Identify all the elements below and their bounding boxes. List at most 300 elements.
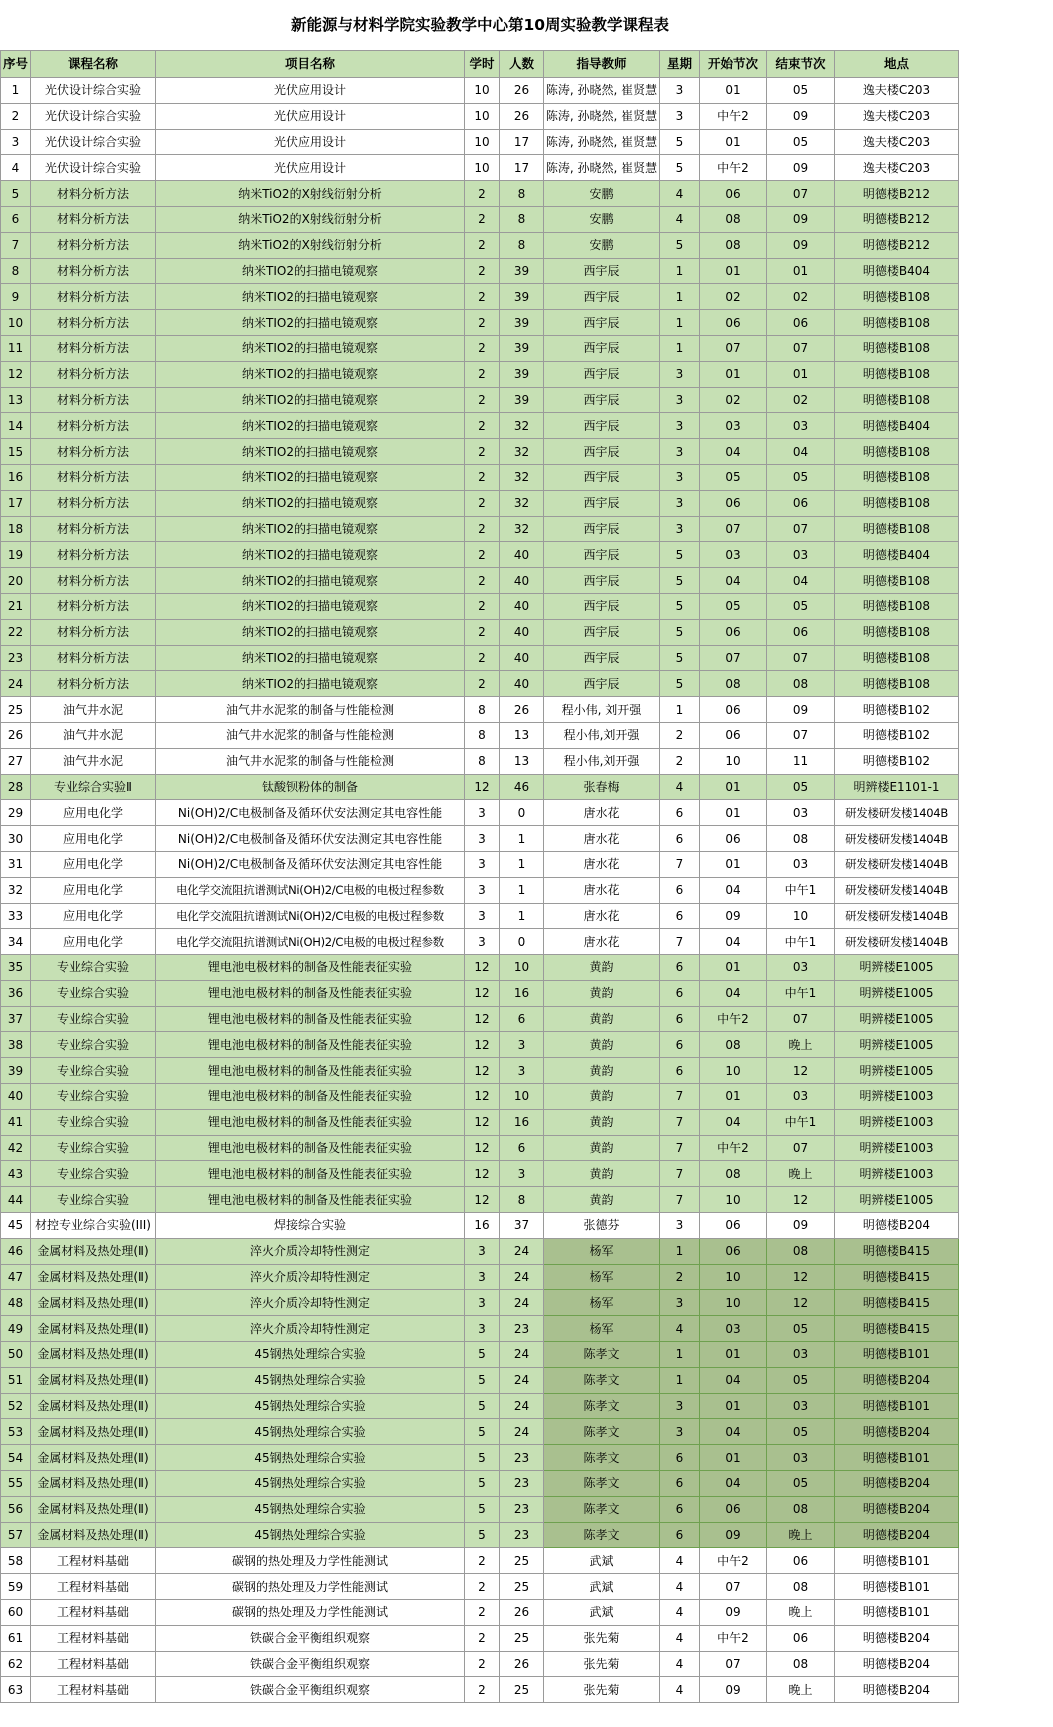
cell-start[interactable]: 06: [700, 722, 767, 748]
cell-index[interactable]: 14: [1, 413, 31, 439]
cell-weekday[interactable]: 5: [660, 568, 700, 594]
cell-index[interactable]: 49: [1, 1316, 31, 1342]
cell-project[interactable]: 45钢热处理综合实验: [156, 1393, 465, 1419]
cell-students[interactable]: 0: [500, 800, 544, 826]
cell-end[interactable]: 06: [767, 1625, 835, 1651]
cell-end[interactable]: 08: [767, 671, 835, 697]
cell-index[interactable]: 39: [1, 1058, 31, 1084]
cell-end[interactable]: 03: [767, 1342, 835, 1368]
cell-students[interactable]: 24: [500, 1419, 544, 1445]
cell-hours[interactable]: 2: [465, 645, 500, 671]
cell-weekday[interactable]: 3: [660, 413, 700, 439]
cell-location[interactable]: 明德楼B108: [835, 671, 959, 697]
cell-weekday[interactable]: 6: [660, 980, 700, 1006]
col-header-start[interactable]: 开始节次: [700, 51, 767, 78]
cell-students[interactable]: 13: [500, 748, 544, 774]
col-header-weekday[interactable]: 星期: [660, 51, 700, 78]
cell-index[interactable]: 22: [1, 619, 31, 645]
cell-end[interactable]: 01: [767, 258, 835, 284]
cell-course[interactable]: 光伏设计综合实验: [31, 155, 156, 181]
cell-course[interactable]: 材料分析方法: [31, 361, 156, 387]
cell-teacher[interactable]: 西宇辰: [544, 413, 660, 439]
cell-teacher[interactable]: 黄韵: [544, 1135, 660, 1161]
cell-project[interactable]: 45钢热处理综合实验: [156, 1367, 465, 1393]
cell-course[interactable]: 应用电化学: [31, 903, 156, 929]
cell-hours[interactable]: 12: [465, 774, 500, 800]
cell-students[interactable]: 40: [500, 671, 544, 697]
cell-end[interactable]: 03: [767, 413, 835, 439]
cell-weekday[interactable]: 3: [660, 1419, 700, 1445]
cell-teacher[interactable]: 陈涛, 孙晓然, 崔贤慧: [544, 78, 660, 104]
cell-course[interactable]: 金属材料及热处理(Ⅱ): [31, 1264, 156, 1290]
cell-start[interactable]: 03: [700, 542, 767, 568]
cell-weekday[interactable]: 3: [660, 439, 700, 465]
cell-location[interactable]: 明德楼B404: [835, 542, 959, 568]
cell-teacher[interactable]: 西宇辰: [544, 284, 660, 310]
cell-weekday[interactable]: 1: [660, 1342, 700, 1368]
cell-weekday[interactable]: 4: [660, 206, 700, 232]
cell-start[interactable]: 07: [700, 645, 767, 671]
cell-index[interactable]: 59: [1, 1574, 31, 1600]
cell-weekday[interactable]: 7: [660, 929, 700, 955]
cell-end[interactable]: 08: [767, 1238, 835, 1264]
cell-index[interactable]: 19: [1, 542, 31, 568]
cell-hours[interactable]: 5: [465, 1522, 500, 1548]
cell-location[interactable]: 明德楼B108: [835, 645, 959, 671]
cell-end[interactable]: 03: [767, 1445, 835, 1471]
cell-project[interactable]: 淬火介质冷却特性测定: [156, 1316, 465, 1342]
cell-teacher[interactable]: 安鹏: [544, 181, 660, 207]
cell-teacher[interactable]: 张先菊: [544, 1625, 660, 1651]
cell-end[interactable]: 12: [767, 1264, 835, 1290]
cell-hours[interactable]: 10: [465, 78, 500, 104]
cell-location[interactable]: 研发楼研发楼1404B: [835, 826, 959, 852]
cell-teacher[interactable]: 西宇辰: [544, 335, 660, 361]
cell-end[interactable]: 07: [767, 516, 835, 542]
cell-project[interactable]: 电化学交流阻抗谱测试Ni(OH)2/C电极的电极过程参数: [156, 877, 465, 903]
cell-teacher[interactable]: 张先菊: [544, 1677, 660, 1703]
cell-project[interactable]: 油气井水泥浆的制备与性能检测: [156, 748, 465, 774]
cell-students[interactable]: 26: [500, 1651, 544, 1677]
cell-location[interactable]: 明德楼B108: [835, 490, 959, 516]
cell-weekday[interactable]: 4: [660, 1625, 700, 1651]
cell-start[interactable]: 04: [700, 568, 767, 594]
cell-start[interactable]: 03: [700, 1316, 767, 1342]
cell-project[interactable]: 45钢热处理综合实验: [156, 1522, 465, 1548]
cell-students[interactable]: 8: [500, 1187, 544, 1213]
cell-weekday[interactable]: 2: [660, 1264, 700, 1290]
cell-course[interactable]: 材料分析方法: [31, 516, 156, 542]
cell-index[interactable]: 15: [1, 439, 31, 465]
cell-hours[interactable]: 2: [465, 490, 500, 516]
cell-hours[interactable]: 2: [465, 1574, 500, 1600]
cell-end[interactable]: 晚上: [767, 1161, 835, 1187]
cell-project[interactable]: 纳米TIO2的扫描电镜观察: [156, 413, 465, 439]
cell-project[interactable]: 锂电池电极材料的制备及性能表征实验: [156, 980, 465, 1006]
cell-course[interactable]: 专业综合实验Ⅱ: [31, 774, 156, 800]
cell-project[interactable]: 锂电池电极材料的制备及性能表征实验: [156, 1135, 465, 1161]
cell-students[interactable]: 32: [500, 439, 544, 465]
cell-teacher[interactable]: 陈孝文: [544, 1393, 660, 1419]
cell-hours[interactable]: 5: [465, 1445, 500, 1471]
cell-course[interactable]: 油气井水泥: [31, 697, 156, 723]
cell-project[interactable]: 碳钢的热处理及力学性能测试: [156, 1574, 465, 1600]
cell-location[interactable]: 明德楼B404: [835, 413, 959, 439]
cell-index[interactable]: 62: [1, 1651, 31, 1677]
cell-start[interactable]: 04: [700, 877, 767, 903]
cell-students[interactable]: 24: [500, 1238, 544, 1264]
cell-weekday[interactable]: 5: [660, 232, 700, 258]
cell-teacher[interactable]: 陈孝文: [544, 1496, 660, 1522]
cell-project[interactable]: 锂电池电极材料的制备及性能表征实验: [156, 1084, 465, 1110]
cell-start[interactable]: 03: [700, 413, 767, 439]
cell-weekday[interactable]: 3: [660, 464, 700, 490]
cell-hours[interactable]: 2: [465, 1651, 500, 1677]
cell-end[interactable]: 08: [767, 1496, 835, 1522]
cell-start[interactable]: 01: [700, 1445, 767, 1471]
cell-weekday[interactable]: 1: [660, 1238, 700, 1264]
cell-start[interactable]: 09: [700, 903, 767, 929]
cell-project[interactable]: 纳米TiO2的X射线衍射分析: [156, 181, 465, 207]
cell-teacher[interactable]: 张春梅: [544, 774, 660, 800]
cell-hours[interactable]: 12: [465, 1032, 500, 1058]
cell-hours[interactable]: 8: [465, 697, 500, 723]
cell-weekday[interactable]: 6: [660, 1471, 700, 1497]
cell-start[interactable]: 02: [700, 387, 767, 413]
cell-students[interactable]: 10: [500, 955, 544, 981]
cell-start[interactable]: 07: [700, 335, 767, 361]
cell-location[interactable]: 明德楼B415: [835, 1264, 959, 1290]
cell-hours[interactable]: 2: [465, 258, 500, 284]
cell-start[interactable]: 01: [700, 800, 767, 826]
cell-start[interactable]: 中午2: [700, 1006, 767, 1032]
cell-start[interactable]: 07: [700, 516, 767, 542]
cell-location[interactable]: 明辨楼E1003: [835, 1109, 959, 1135]
cell-end[interactable]: 02: [767, 284, 835, 310]
cell-location[interactable]: 明德楼B204: [835, 1625, 959, 1651]
cell-project[interactable]: 纳米TIO2的扫描电镜观察: [156, 439, 465, 465]
cell-location[interactable]: 研发楼研发楼1404B: [835, 903, 959, 929]
cell-index[interactable]: 30: [1, 826, 31, 852]
cell-hours[interactable]: 12: [465, 1084, 500, 1110]
cell-index[interactable]: 41: [1, 1109, 31, 1135]
cell-project[interactable]: 钛酸钡粉体的制备: [156, 774, 465, 800]
cell-index[interactable]: 16: [1, 464, 31, 490]
cell-teacher[interactable]: 西宇辰: [544, 310, 660, 336]
cell-teacher[interactable]: 西宇辰: [544, 645, 660, 671]
cell-location[interactable]: 明辨楼E1005: [835, 1058, 959, 1084]
cell-weekday[interactable]: 7: [660, 1161, 700, 1187]
cell-location[interactable]: 明德楼B108: [835, 593, 959, 619]
cell-end[interactable]: 晚上: [767, 1677, 835, 1703]
cell-project[interactable]: 锂电池电极材料的制备及性能表征实验: [156, 1006, 465, 1032]
cell-hours[interactable]: 3: [465, 1264, 500, 1290]
cell-location[interactable]: 明德楼B108: [835, 310, 959, 336]
cell-teacher[interactable]: 杨军: [544, 1316, 660, 1342]
cell-end[interactable]: 02: [767, 387, 835, 413]
cell-location[interactable]: 明德楼B212: [835, 232, 959, 258]
cell-index[interactable]: 52: [1, 1393, 31, 1419]
cell-hours[interactable]: 2: [465, 206, 500, 232]
cell-teacher[interactable]: 黄韵: [544, 1058, 660, 1084]
cell-hours[interactable]: 16: [465, 1213, 500, 1239]
cell-start[interactable]: 01: [700, 78, 767, 104]
cell-students[interactable]: 1: [500, 826, 544, 852]
cell-index[interactable]: 60: [1, 1600, 31, 1626]
cell-start[interactable]: 06: [700, 826, 767, 852]
cell-teacher[interactable]: 唐水花: [544, 826, 660, 852]
cell-weekday[interactable]: 2: [660, 722, 700, 748]
cell-teacher[interactable]: 杨军: [544, 1238, 660, 1264]
cell-start[interactable]: 10: [700, 1264, 767, 1290]
cell-course[interactable]: 光伏设计综合实验: [31, 103, 156, 129]
cell-hours[interactable]: 3: [465, 903, 500, 929]
cell-course[interactable]: 专业综合实验: [31, 1187, 156, 1213]
cell-project[interactable]: 锂电池电极材料的制备及性能表征实验: [156, 955, 465, 981]
cell-course[interactable]: 专业综合实验: [31, 1161, 156, 1187]
col-header-index[interactable]: 序号: [1, 51, 31, 78]
cell-start[interactable]: 06: [700, 1238, 767, 1264]
cell-project[interactable]: 纳米TIO2的扫描电镜观察: [156, 335, 465, 361]
cell-course[interactable]: 材料分析方法: [31, 568, 156, 594]
cell-teacher[interactable]: 黄韵: [544, 955, 660, 981]
cell-index[interactable]: 20: [1, 568, 31, 594]
cell-weekday[interactable]: 6: [660, 1006, 700, 1032]
cell-index[interactable]: 51: [1, 1367, 31, 1393]
cell-start[interactable]: 01: [700, 361, 767, 387]
cell-location[interactable]: 明辨楼E1005: [835, 1187, 959, 1213]
cell-students[interactable]: 25: [500, 1548, 544, 1574]
cell-index[interactable]: 58: [1, 1548, 31, 1574]
cell-index[interactable]: 34: [1, 929, 31, 955]
cell-location[interactable]: 明辨楼E1005: [835, 955, 959, 981]
cell-course[interactable]: 金属材料及热处理(Ⅱ): [31, 1471, 156, 1497]
cell-teacher[interactable]: 西宇辰: [544, 671, 660, 697]
cell-weekday[interactable]: 3: [660, 490, 700, 516]
cell-weekday[interactable]: 3: [660, 78, 700, 104]
cell-students[interactable]: 26: [500, 697, 544, 723]
cell-course[interactable]: 材料分析方法: [31, 387, 156, 413]
cell-start[interactable]: 中午2: [700, 1548, 767, 1574]
cell-course[interactable]: 油气井水泥: [31, 722, 156, 748]
cell-end[interactable]: 06: [767, 619, 835, 645]
cell-weekday[interactable]: 6: [660, 955, 700, 981]
cell-index[interactable]: 38: [1, 1032, 31, 1058]
cell-students[interactable]: 13: [500, 722, 544, 748]
cell-weekday[interactable]: 1: [660, 310, 700, 336]
cell-location[interactable]: 明辨楼E1003: [835, 1135, 959, 1161]
cell-index[interactable]: 5: [1, 181, 31, 207]
cell-index[interactable]: 6: [1, 206, 31, 232]
cell-teacher[interactable]: 陈涛, 孙晓然, 崔贤慧: [544, 103, 660, 129]
cell-weekday[interactable]: 6: [660, 1522, 700, 1548]
cell-hours[interactable]: 3: [465, 1238, 500, 1264]
cell-course[interactable]: 材料分析方法: [31, 206, 156, 232]
cell-weekday[interactable]: 3: [660, 361, 700, 387]
cell-location[interactable]: 明德楼B415: [835, 1290, 959, 1316]
cell-location[interactable]: 明德楼B204: [835, 1419, 959, 1445]
cell-students[interactable]: 3: [500, 1161, 544, 1187]
cell-index[interactable]: 42: [1, 1135, 31, 1161]
cell-hours[interactable]: 2: [465, 516, 500, 542]
cell-end[interactable]: 05: [767, 129, 835, 155]
cell-start[interactable]: 04: [700, 439, 767, 465]
cell-start[interactable]: 01: [700, 1342, 767, 1368]
cell-course[interactable]: 材料分析方法: [31, 232, 156, 258]
cell-hours[interactable]: 12: [465, 1135, 500, 1161]
cell-project[interactable]: 纳米TIO2的扫描电镜观察: [156, 671, 465, 697]
cell-hours[interactable]: 3: [465, 929, 500, 955]
cell-students[interactable]: 32: [500, 490, 544, 516]
cell-index[interactable]: 35: [1, 955, 31, 981]
cell-location[interactable]: 明德楼B108: [835, 619, 959, 645]
cell-start[interactable]: 06: [700, 490, 767, 516]
cell-project[interactable]: 碳钢的热处理及力学性能测试: [156, 1600, 465, 1626]
cell-project[interactable]: 淬火介质冷却特性测定: [156, 1264, 465, 1290]
cell-students[interactable]: 26: [500, 1600, 544, 1626]
cell-end[interactable]: 09: [767, 697, 835, 723]
cell-index[interactable]: 21: [1, 593, 31, 619]
cell-teacher[interactable]: 西宇辰: [544, 593, 660, 619]
cell-course[interactable]: 工程材料基础: [31, 1574, 156, 1600]
cell-teacher[interactable]: 张先菊: [544, 1651, 660, 1677]
cell-weekday[interactable]: 4: [660, 1677, 700, 1703]
cell-location[interactable]: 研发楼研发楼1404B: [835, 800, 959, 826]
cell-end[interactable]: 07: [767, 1006, 835, 1032]
cell-hours[interactable]: 12: [465, 1058, 500, 1084]
cell-location[interactable]: 明辨楼E1005: [835, 980, 959, 1006]
cell-index[interactable]: 4: [1, 155, 31, 181]
col-header-hours[interactable]: 学时: [465, 51, 500, 78]
cell-weekday[interactable]: 7: [660, 1187, 700, 1213]
cell-location[interactable]: 明德楼B101: [835, 1342, 959, 1368]
cell-students[interactable]: 39: [500, 361, 544, 387]
cell-students[interactable]: 32: [500, 464, 544, 490]
cell-weekday[interactable]: 1: [660, 1367, 700, 1393]
cell-teacher[interactable]: 西宇辰: [544, 490, 660, 516]
cell-start[interactable]: 06: [700, 181, 767, 207]
cell-start[interactable]: 05: [700, 593, 767, 619]
cell-students[interactable]: 25: [500, 1574, 544, 1600]
cell-start[interactable]: 01: [700, 851, 767, 877]
cell-start[interactable]: 09: [700, 1600, 767, 1626]
cell-teacher[interactable]: 杨军: [544, 1264, 660, 1290]
cell-project[interactable]: 纳米TIO2的扫描电镜观察: [156, 516, 465, 542]
cell-weekday[interactable]: 6: [660, 1496, 700, 1522]
cell-weekday[interactable]: 6: [660, 1058, 700, 1084]
cell-location[interactable]: 明德楼B204: [835, 1471, 959, 1497]
cell-weekday[interactable]: 4: [660, 1548, 700, 1574]
cell-index[interactable]: 3: [1, 129, 31, 155]
cell-location[interactable]: 明德楼B108: [835, 464, 959, 490]
cell-hours[interactable]: 2: [465, 1625, 500, 1651]
cell-project[interactable]: 锂电池电极材料的制备及性能表征实验: [156, 1187, 465, 1213]
cell-hours[interactable]: 2: [465, 542, 500, 568]
cell-weekday[interactable]: 1: [660, 258, 700, 284]
cell-end[interactable]: 07: [767, 181, 835, 207]
cell-course[interactable]: 材料分析方法: [31, 413, 156, 439]
cell-project[interactable]: 光伏应用设计: [156, 155, 465, 181]
cell-weekday[interactable]: 1: [660, 697, 700, 723]
cell-index[interactable]: 31: [1, 851, 31, 877]
cell-students[interactable]: 23: [500, 1522, 544, 1548]
cell-students[interactable]: 3: [500, 1058, 544, 1084]
cell-course[interactable]: 专业综合实验: [31, 1032, 156, 1058]
cell-start[interactable]: 10: [700, 1187, 767, 1213]
cell-teacher[interactable]: 陈孝文: [544, 1342, 660, 1368]
cell-students[interactable]: 40: [500, 619, 544, 645]
cell-end[interactable]: 11: [767, 748, 835, 774]
cell-students[interactable]: 17: [500, 129, 544, 155]
cell-students[interactable]: 3: [500, 1032, 544, 1058]
cell-start[interactable]: 01: [700, 955, 767, 981]
cell-start[interactable]: 04: [700, 929, 767, 955]
cell-weekday[interactable]: 3: [660, 516, 700, 542]
cell-course[interactable]: 工程材料基础: [31, 1677, 156, 1703]
cell-location[interactable]: 明德楼B204: [835, 1677, 959, 1703]
cell-index[interactable]: 28: [1, 774, 31, 800]
cell-project[interactable]: 锂电池电极材料的制备及性能表征实验: [156, 1058, 465, 1084]
cell-index[interactable]: 32: [1, 877, 31, 903]
cell-end[interactable]: 05: [767, 1419, 835, 1445]
cell-course[interactable]: 金属材料及热处理(Ⅱ): [31, 1445, 156, 1471]
cell-index[interactable]: 54: [1, 1445, 31, 1471]
cell-teacher[interactable]: 程小伟,刘开强: [544, 748, 660, 774]
cell-start[interactable]: 04: [700, 1471, 767, 1497]
cell-end[interactable]: 07: [767, 722, 835, 748]
cell-weekday[interactable]: 3: [660, 103, 700, 129]
cell-end[interactable]: 09: [767, 206, 835, 232]
cell-students[interactable]: 6: [500, 1135, 544, 1161]
cell-hours[interactable]: 3: [465, 800, 500, 826]
cell-end[interactable]: 03: [767, 542, 835, 568]
cell-end[interactable]: 09: [767, 1213, 835, 1239]
cell-location[interactable]: 明辨楼E1003: [835, 1084, 959, 1110]
cell-hours[interactable]: 2: [465, 593, 500, 619]
cell-project[interactable]: 纳米TiO2的X射线衍射分析: [156, 206, 465, 232]
cell-course[interactable]: 专业综合实验: [31, 1109, 156, 1135]
cell-start[interactable]: 01: [700, 129, 767, 155]
cell-index[interactable]: 45: [1, 1213, 31, 1239]
cell-start[interactable]: 09: [700, 1522, 767, 1548]
cell-hours[interactable]: 5: [465, 1496, 500, 1522]
cell-project[interactable]: 纳米TIO2的扫描电镜观察: [156, 258, 465, 284]
cell-hours[interactable]: 8: [465, 722, 500, 748]
cell-weekday[interactable]: 4: [660, 1600, 700, 1626]
cell-end[interactable]: 01: [767, 361, 835, 387]
col-header-end[interactable]: 结束节次: [767, 51, 835, 78]
cell-course[interactable]: 材控专业综合实验(III): [31, 1213, 156, 1239]
cell-index[interactable]: 8: [1, 258, 31, 284]
cell-location[interactable]: 明德楼B101: [835, 1445, 959, 1471]
cell-teacher[interactable]: 武斌: [544, 1548, 660, 1574]
cell-hours[interactable]: 12: [465, 1161, 500, 1187]
cell-index[interactable]: 25: [1, 697, 31, 723]
cell-students[interactable]: 16: [500, 1109, 544, 1135]
cell-start[interactable]: 04: [700, 1419, 767, 1445]
cell-project[interactable]: 纳米TIO2的扫描电镜观察: [156, 593, 465, 619]
cell-project[interactable]: 45钢热处理综合实验: [156, 1496, 465, 1522]
cell-location[interactable]: 明辨楼E1005: [835, 1032, 959, 1058]
cell-weekday[interactable]: 3: [660, 387, 700, 413]
cell-teacher[interactable]: 西宇辰: [544, 387, 660, 413]
cell-end[interactable]: 04: [767, 439, 835, 465]
cell-end[interactable]: 中午1: [767, 1109, 835, 1135]
cell-hours[interactable]: 3: [465, 851, 500, 877]
cell-start[interactable]: 06: [700, 1496, 767, 1522]
cell-end[interactable]: 05: [767, 78, 835, 104]
col-header-students[interactable]: 人数: [500, 51, 544, 78]
